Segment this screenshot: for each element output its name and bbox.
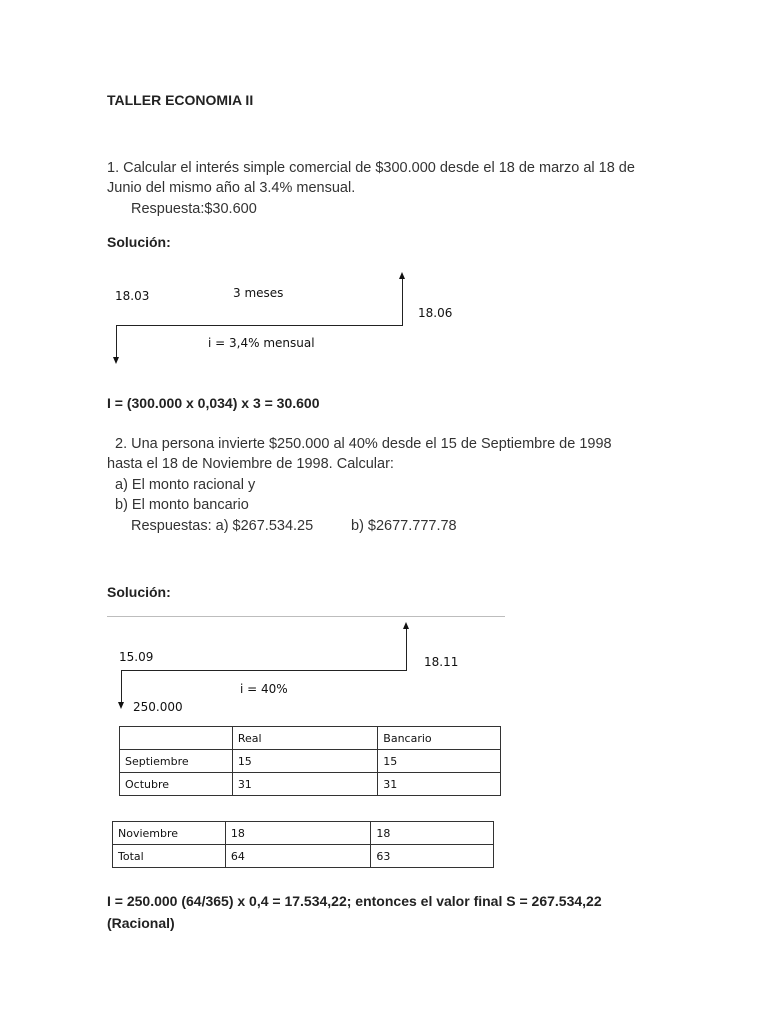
problem-2-item-a: a) El monto racional y — [115, 477, 256, 493]
diagram-1-end-date: 18.06 — [418, 306, 453, 320]
diagram-2-rate: i = 40% — [240, 682, 288, 696]
diagram-2-down-line — [121, 670, 122, 703]
table-header-row — [120, 727, 501, 750]
problem-1-line-2: Junio del mismo año al 3.4% mensual. — [107, 180, 356, 196]
diagram-2-principal: 250.000 — [133, 700, 183, 714]
table-row — [120, 773, 501, 796]
divider — [107, 616, 505, 617]
table-row — [113, 845, 494, 868]
solution-2-formula-note: (Racional) — [107, 915, 175, 931]
table-cell: 31 — [232, 773, 377, 796]
document-title: TALLER ECONOMIA II — [107, 92, 254, 108]
problem-2-answer-b: b) $2677.777.78 — [351, 518, 457, 534]
days-table-2 — [112, 821, 494, 868]
diagram-2-up-line — [406, 628, 407, 670]
table-cell: Total — [113, 845, 226, 868]
table-cell: Octubre — [120, 773, 233, 796]
problem-2-answer-a: Respuestas: a) $267.534.25 — [131, 518, 314, 534]
diagram-2-start-date: 15.09 — [119, 650, 154, 664]
table-cell: 18 — [225, 822, 371, 845]
diagram-1-down-line — [116, 325, 117, 358]
table-cell: 15 — [378, 750, 501, 773]
solution-1-formula: I = (300.000 x 0,034) x 3 = 30.600 — [107, 395, 320, 411]
solution-2-formula: I = 250.000 (64/365) x 0,4 = 17.534,22; entonces el valor final S = 267.534,22 — [107, 893, 602, 909]
solution-2-heading: Solución: — [107, 584, 171, 600]
table-cell — [120, 727, 233, 750]
table-cell: 31 — [378, 773, 501, 796]
table-cell: Real — [232, 727, 377, 750]
diagram-1-period: 3 meses — [233, 286, 284, 300]
solution-1-heading: Solución: — [107, 234, 171, 250]
problem-1-line-1: 1. Calcular el interés simple comercial de $300.000 desde el 18 de marzo al 18 de — [107, 160, 635, 176]
diagram-1-up-line — [402, 278, 403, 325]
table-cell: Noviembre — [113, 822, 226, 845]
problem-2-item-b: b) El monto bancario — [115, 497, 249, 513]
table-cell: 64 — [225, 845, 371, 868]
table-cell: 15 — [232, 750, 377, 773]
days-table-1 — [119, 726, 501, 796]
diagram-1-time-line — [116, 325, 403, 326]
table-row — [113, 822, 494, 845]
table-row — [120, 750, 501, 773]
problem-1-answer: Respuesta:$30.600 — [131, 201, 257, 217]
up-arrow-icon — [403, 622, 409, 629]
down-arrow-icon — [118, 702, 124, 709]
table-cell: 18 — [371, 822, 494, 845]
problem-2-line-1: 2. Una persona invierte $250.000 al 40% desde el 15 de Septiembre de 1998 — [115, 436, 612, 452]
table-cell: Bancario — [378, 727, 501, 750]
diagram-2-end-date: 18.11 — [424, 655, 459, 669]
table-cell: 63 — [371, 845, 494, 868]
down-arrow-icon — [113, 357, 119, 364]
problem-2-line-2: hasta el 18 de Noviembre de 1998. Calcular: — [107, 456, 394, 472]
diagram-2-time-line — [121, 670, 407, 671]
table-cell: Septiembre — [120, 750, 233, 773]
diagram-1-rate: i = 3,4% mensual — [208, 336, 315, 350]
up-arrow-icon — [399, 272, 405, 279]
diagram-1-start-date: 18.03 — [115, 289, 150, 303]
